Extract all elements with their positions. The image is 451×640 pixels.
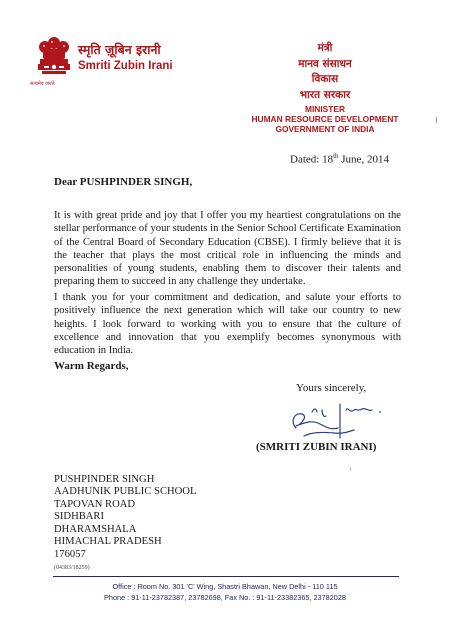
- office-title-hindi: मंत्री: [317, 42, 333, 54]
- body-paragraph-1: It is with great pride and joy that I offer you my heartiest congratulations on the stellar performance of your students in the Senior School Certificate Examination of the Central Board of Secondary Education (CBSE). I firmly believe that it is the teacher that plays the most critical role in influencing the minds and personalities of young students, enabling them to discover their talents and preparing them to succeed in any challenge they undertake.: [54, 210, 401, 288]
- handwritten-signature: [282, 400, 392, 440]
- office-government-hindi: भारत सरकार: [299, 89, 351, 101]
- date-prefix: Dated: 18: [290, 153, 334, 166]
- date-ordinal: th: [333, 152, 339, 160]
- office-ministry-hindi-2: विकास: [311, 73, 339, 85]
- office-ministry-hindi: मानव संसाधन: [298, 58, 352, 70]
- office-title-english: MINISTER: [304, 104, 345, 114]
- stray-mark: [350, 467, 351, 471]
- office-government-english: GOVERNMENT OF INDIA: [275, 124, 375, 134]
- letter-date: [290, 152, 389, 166]
- margin-mark: [436, 117, 437, 123]
- national-emblem-icon: [34, 35, 74, 80]
- emblem-motto: सत्यमेव जयते: [30, 81, 55, 87]
- office-ministry-english: HUMAN RESOURCE DEVELOPMENT: [251, 114, 399, 124]
- footer-divider: [53, 576, 399, 577]
- address-line: DHARAMSHALA: [54, 524, 137, 535]
- address-line: AADHUNIK PUBLIC SCHOOL: [54, 486, 197, 497]
- footer-contact-numbers: Phone : 91-11-23782387, 23782698, Fax No. : 91-11-23382365, 23782028: [104, 593, 346, 602]
- signatory-name: (SMRITI ZUBIN IRANI): [256, 441, 377, 453]
- reference-number: (04383/18259): [54, 565, 90, 571]
- salutation: Dear PUSHPINDER SINGH,: [54, 176, 193, 188]
- footer-office-address: Office : Room No. 301 'C' Wing, Shastri Bhawan, New Delhi - 110 115: [112, 582, 338, 591]
- date-suffix: June, 2014: [338, 153, 389, 166]
- address-line: 176057: [54, 549, 86, 560]
- yours-sincerely: Yours sincerely,: [296, 382, 367, 394]
- address-line: PUSHPINDER SINGH: [54, 474, 155, 485]
- address-line: SIDHBARI: [54, 511, 105, 522]
- sender-name-english: Smriti Zubin Irani: [78, 60, 173, 72]
- address-line: TAPOVAN ROAD: [54, 499, 136, 510]
- body-paragraph-2: I thank you for your commitment and dedication, and salute your efforts to positively influence the next generation which will take our country to new heights. I look forward to working with you to ensure that the culture of excellence and innovation that you exemplify becomes synonymous with education in India.: [54, 292, 401, 357]
- sender-name-hindi: स्मृति ज़ूबिन इरानी: [78, 42, 161, 57]
- closing: Warm Regards,: [54, 360, 129, 372]
- address-line: HIMACHAL PRADESH: [54, 536, 162, 547]
